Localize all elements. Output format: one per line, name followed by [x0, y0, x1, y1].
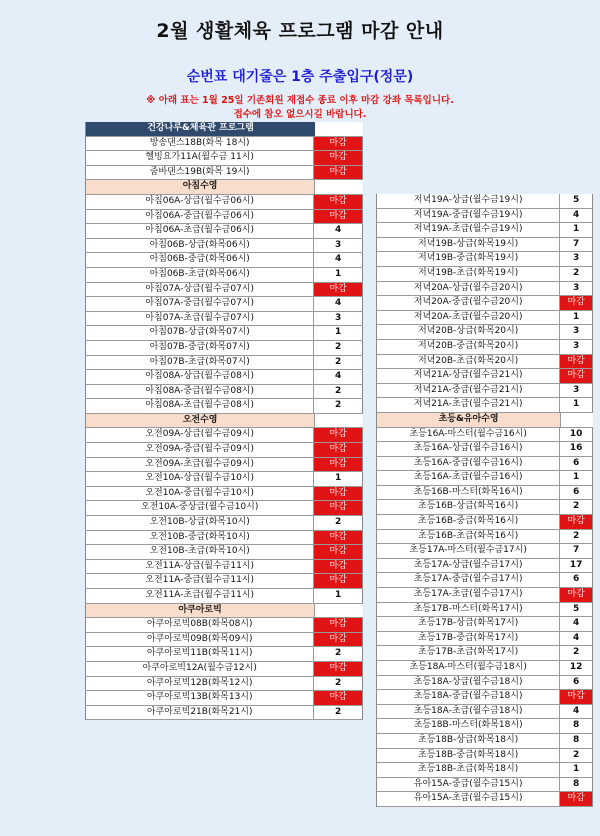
table-header: 건강나루&체육관 프로그램: [86, 122, 315, 136]
section-title: 아쿠아로빅: [86, 604, 315, 618]
closed-badge: 마감: [314, 574, 363, 588]
closed-badge: 마감: [314, 137, 363, 151]
class-name: 아침07A-초급(월수금07시): [86, 312, 314, 326]
table-row: [377, 530, 593, 545]
closed-badge: 마감: [314, 531, 363, 545]
remaining-count: 3: [560, 340, 593, 354]
class-name: 오전10B-상급(화목10시): [86, 516, 314, 530]
remaining-count: 2: [314, 356, 363, 370]
section-row: [86, 180, 363, 195]
table-row: [86, 137, 363, 152]
remaining-count: 3: [560, 325, 593, 339]
remaining-count: 6: [560, 573, 593, 587]
table-row: [86, 633, 363, 648]
closed-badge: 마감: [314, 210, 363, 224]
closed-badge: 마감: [314, 618, 363, 632]
class-name: 아침08A-중급(월수금08시): [86, 385, 314, 399]
table-row: [377, 428, 593, 443]
class-name: 저녁19B-중급(화목19시): [377, 252, 560, 266]
closed-badge: 마감: [314, 560, 363, 574]
remaining-count: 4: [314, 224, 363, 238]
class-name: 초등16A-초급(월수금16시): [377, 471, 560, 485]
table-row: [86, 224, 363, 239]
table-row: [86, 268, 363, 283]
closed-badge: 마감: [560, 588, 593, 602]
page-title: 2월 생활체육 프로그램 마감 안내: [156, 20, 444, 42]
class-name: 저녁21A-초급(월수금21시): [377, 398, 560, 412]
table-row: [377, 471, 593, 486]
table-row: [377, 792, 593, 807]
class-name: 저녁19A-중급(월수금19시): [377, 209, 560, 223]
remaining-count: 2: [314, 341, 363, 355]
table-row: [377, 194, 593, 209]
class-name: 아침07A-상급(월수금07시): [86, 283, 314, 297]
table-row: [86, 283, 363, 298]
remaining-count: 2: [314, 516, 363, 530]
table-row: [86, 166, 363, 181]
table-row: [86, 370, 363, 385]
class-name: 줌바댄스19B(화목 19시): [86, 166, 314, 180]
remaining-count: 1: [560, 311, 593, 325]
table-row: [86, 253, 363, 268]
class-name: 초등17A-초급(월수금17시): [377, 588, 560, 602]
remaining-count: 2: [560, 530, 593, 544]
table-row: [86, 662, 363, 677]
closed-badge: 마감: [314, 195, 363, 209]
table-header-blank: [315, 122, 363, 136]
remaining-count: 2: [314, 385, 363, 399]
class-name: 초등16B-초급(화목16시): [377, 530, 560, 544]
closed-badge: 마감: [314, 283, 363, 297]
closed-badge: 마감: [560, 515, 593, 529]
remaining-count: 4: [314, 253, 363, 267]
table-row: [86, 647, 363, 662]
closed-badge: 마감: [314, 428, 363, 442]
class-name: 아침07B-상급(화목07시): [86, 326, 314, 340]
remaining-count: 2: [314, 399, 363, 413]
closed-badge: 마감: [314, 633, 363, 647]
table-row: [377, 617, 593, 632]
notice-line-1: ※ 아래 표는 1월 25일 기존회원 재접수 종료 이후 마감 강좌 목록입니다.: [146, 95, 454, 106]
class-name: 방송댄스18B(화목 18시): [86, 137, 314, 151]
table-row: [86, 385, 363, 400]
class-name: 유아15A-초급(월수금15시): [377, 792, 560, 806]
class-name: 초등18B-상급(화목18시): [377, 734, 560, 748]
class-name: 아침07B-중급(화목07시): [86, 341, 314, 355]
class-name: 초등18A-중급(월수금18시): [377, 690, 560, 704]
table-row: [377, 457, 593, 472]
remaining-count: 10: [560, 428, 593, 442]
remaining-count: 6: [560, 486, 593, 500]
table-row: [86, 312, 363, 327]
class-name: 초등18B-초급(화목18시): [377, 763, 560, 777]
remaining-count: 6: [560, 676, 593, 690]
remaining-count: 1: [560, 398, 593, 412]
closed-badge: 마감: [314, 545, 363, 559]
table-row: [377, 690, 593, 705]
table-row: [86, 501, 363, 516]
class-name: 초등18A-초급(월수금18시): [377, 705, 560, 719]
closed-badge: 마감: [314, 166, 363, 180]
right-closing-table: [376, 194, 593, 807]
closed-badge: 마감: [560, 369, 593, 383]
class-name: 아쿠아로빅12A(월수금12시): [86, 662, 314, 676]
closed-badge: 마감: [314, 691, 363, 705]
table-row: [377, 705, 593, 720]
table-row: [86, 531, 363, 546]
remaining-count: 2: [314, 677, 363, 691]
table-row: [86, 618, 363, 633]
class-name: 아침06A-중급(월수금06시): [86, 210, 314, 224]
table-row: [86, 458, 363, 473]
section-title: 아침수영: [86, 180, 315, 194]
table-row: [377, 282, 593, 297]
class-name: 아쿠아로빅13B(화목13시): [86, 691, 314, 705]
class-name: 아침06A-상급(월수금06시): [86, 195, 314, 209]
table-row: [86, 239, 363, 254]
class-name: 저녁21A-상급(월수금21시): [377, 369, 560, 383]
table-row: [377, 325, 593, 340]
table-row: [377, 223, 593, 238]
table-row: [86, 677, 363, 692]
table-row: [86, 443, 363, 458]
table-row: [86, 341, 363, 356]
remaining-count: 1: [314, 326, 363, 340]
table-row: [377, 559, 593, 574]
header-row: [86, 122, 363, 137]
table-row: [86, 545, 363, 560]
table-row: [377, 734, 593, 749]
remaining-count: 1: [314, 472, 363, 486]
table-row: [377, 544, 593, 559]
class-name: 초등16B-중급(화목16시): [377, 515, 560, 529]
class-name: 초등17A-중급(월수금17시): [377, 573, 560, 587]
remaining-count: 4: [314, 370, 363, 384]
section-blank: [561, 413, 593, 427]
class-name: 오전10A-상급(월수금10시): [86, 472, 314, 486]
class-name: 초등16B-상급(화목16시): [377, 500, 560, 514]
class-name: 초등18B-마스터(화목18시): [377, 719, 560, 733]
table-row: [377, 486, 593, 501]
class-name: 아침06B-중급(화목06시): [86, 253, 314, 267]
class-name: 초등17B-초급(화목17시): [377, 646, 560, 660]
table-row: [86, 560, 363, 575]
class-name: 오전09A-중급(월수금09시): [86, 443, 314, 457]
section-title: 오전수영: [86, 414, 315, 428]
class-name: 초등17A-상급(월수금17시): [377, 559, 560, 573]
class-name: 초등17B-상급(화목17시): [377, 617, 560, 631]
closed-badge: 마감: [314, 443, 363, 457]
class-name: 아침07A-중급(월수금07시): [86, 297, 314, 311]
closed-badge: 마감: [560, 792, 593, 806]
table-row: [377, 369, 593, 384]
closed-badge: 마감: [560, 296, 593, 310]
class-name: 초등17B-마스터(화목17시): [377, 603, 560, 617]
table-row: [86, 428, 363, 443]
class-name: 초등16A-상급(월수금16시): [377, 442, 560, 456]
table-row: [377, 238, 593, 253]
remaining-count: 4: [560, 632, 593, 646]
class-name: 초등17B-중급(화목17시): [377, 632, 560, 646]
class-name: 저녁20A-상급(월수금20시): [377, 282, 560, 296]
class-name: 헬빙요가11A(월수금 11시): [86, 151, 314, 165]
class-name: 오전11A-중급(월수금11시): [86, 574, 314, 588]
class-name: 오전11A-상급(월수금11시): [86, 560, 314, 574]
remaining-count: 1: [314, 268, 363, 282]
class-name: 초등16B-마스터(화목16시): [377, 486, 560, 500]
remaining-count: 1: [560, 471, 593, 485]
table-row: [377, 763, 593, 778]
remaining-count: 3: [560, 252, 593, 266]
class-name: 오전10B-초급(화목10시): [86, 545, 314, 559]
table-row: [377, 588, 593, 603]
table-row: [377, 676, 593, 691]
remaining-count: 2: [560, 500, 593, 514]
section-row: [86, 414, 363, 429]
remaining-count: 17: [560, 559, 593, 573]
class-name: 아침06B-초급(화목06시): [86, 268, 314, 282]
class-name: 아쿠아로빅12B(화목12시): [86, 677, 314, 691]
class-name: 오전09A-상급(월수금09시): [86, 428, 314, 442]
table-row: [377, 778, 593, 793]
class-name: 오전10A-중급(월수금10시): [86, 487, 314, 501]
closed-badge: 마감: [560, 355, 593, 369]
table-row: [86, 516, 363, 531]
closed-badge: 마감: [314, 662, 363, 676]
class-name: 초등18B-중급(화목18시): [377, 749, 560, 763]
table-row: [86, 195, 363, 210]
table-row: [377, 661, 593, 676]
remaining-count: 4: [560, 617, 593, 631]
table-row: [377, 267, 593, 282]
class-name: 아쿠아로빅09B(화목09시): [86, 633, 314, 647]
table-row: [377, 632, 593, 647]
table-row: [377, 573, 593, 588]
class-name: 저녁20A-초급(월수금20시): [377, 311, 560, 325]
class-name: 오전11A-초급(월수금11시): [86, 589, 314, 603]
class-name: 저녁19A-상급(월수금19시): [377, 194, 560, 208]
class-name: 아쿠아로빅11B(화목11시): [86, 647, 314, 661]
table-row: [86, 297, 363, 312]
table-row: [86, 151, 363, 166]
section-blank: [315, 604, 363, 618]
class-name: 초등16A-마스터(월수금16시): [377, 428, 560, 442]
remaining-count: 4: [314, 297, 363, 311]
table-row: [377, 442, 593, 457]
remaining-count: 2: [560, 267, 593, 281]
table-row: [86, 210, 363, 225]
remaining-count: 16: [560, 442, 593, 456]
class-name: 오전09A-초급(월수금09시): [86, 458, 314, 472]
class-name: 아침08A-초급(월수금08시): [86, 399, 314, 413]
remaining-count: 8: [560, 719, 593, 733]
section-title: 초등&유아수영: [377, 413, 561, 427]
remaining-count: 1: [560, 763, 593, 777]
notice-line-2: 접수에 참오 없으시길 바랍니다.: [233, 109, 367, 120]
remaining-count: 3: [314, 312, 363, 326]
class-name: 아쿠아로빅21B(화목21시): [86, 706, 314, 720]
table-row: [377, 384, 593, 399]
remaining-count: 3: [314, 239, 363, 253]
table-row: [377, 209, 593, 224]
remaining-count: 5: [560, 603, 593, 617]
class-name: 저녁19A-초급(월수금19시): [377, 223, 560, 237]
class-name: 초등17A-마스터(월수금17시): [377, 544, 560, 558]
remaining-count: 2: [314, 706, 363, 720]
remaining-count: 3: [560, 384, 593, 398]
table-row: [377, 500, 593, 515]
table-row: [86, 691, 363, 706]
table-row: [377, 252, 593, 267]
remaining-count: 6: [560, 457, 593, 471]
table-row: [377, 340, 593, 355]
table-row: [377, 355, 593, 370]
remaining-count: 2: [560, 749, 593, 763]
remaining-count: 7: [560, 238, 593, 252]
closed-badge: 마감: [314, 487, 363, 501]
table-row: [377, 515, 593, 530]
table-row: [377, 646, 593, 661]
remaining-count: 1: [560, 223, 593, 237]
class-name: 저녁19B-초급(화목19시): [377, 267, 560, 281]
table-row: [86, 487, 363, 502]
remaining-count: 12: [560, 661, 593, 675]
class-name: 초등18A-상급(월수금18시): [377, 676, 560, 690]
class-name: 아쿠아로빅08B(화목08시): [86, 618, 314, 632]
remaining-count: 8: [560, 778, 593, 792]
table-row: [377, 719, 593, 734]
class-name: 초등16A-중급(월수금16시): [377, 457, 560, 471]
class-name: 초등18A-마스터(월수금18시): [377, 661, 560, 675]
section-blank: [315, 414, 363, 428]
class-name: 오전10A-중상급(월수금10시): [86, 501, 314, 515]
class-name: 아침07B-초급(화목07시): [86, 356, 314, 370]
table-row: [86, 472, 363, 487]
class-name: 저녁20B-상급(화목20시): [377, 325, 560, 339]
remaining-count: 4: [560, 705, 593, 719]
class-name: 오전10B-중급(화목10시): [86, 531, 314, 545]
waiting-info: 순번표 대기줄은 1층 주출입구(정문): [186, 69, 414, 85]
remaining-count: 4: [560, 209, 593, 223]
table-row: [377, 311, 593, 326]
table-row: [377, 296, 593, 311]
table-row: [377, 603, 593, 618]
class-name: 저녁20B-초급(화목20시): [377, 355, 560, 369]
remaining-count: 1: [314, 589, 363, 603]
table-row: [377, 398, 593, 413]
class-name: 저녁20A-중급(월수금20시): [377, 296, 560, 310]
section-blank: [315, 180, 363, 194]
class-name: 아침06B-상급(화목06시): [86, 239, 314, 253]
class-name: 저녁20B-중급(화목20시): [377, 340, 560, 354]
remaining-count: 2: [314, 647, 363, 661]
table-row: [86, 399, 363, 414]
table-row: [86, 326, 363, 341]
class-name: 아침08A-상급(월수금08시): [86, 370, 314, 384]
table-row: [86, 356, 363, 371]
section-row: [377, 413, 593, 428]
class-name: 저녁19B-상급(화목19시): [377, 238, 560, 252]
remaining-count: 2: [560, 646, 593, 660]
section-row: [86, 604, 363, 619]
left-closing-table: [85, 122, 363, 720]
remaining-count: 3: [560, 282, 593, 296]
remaining-count: 8: [560, 734, 593, 748]
remaining-count: 5: [560, 194, 593, 208]
closed-badge: 마감: [314, 151, 363, 165]
closed-badge: 마감: [560, 690, 593, 704]
class-name: 저녁21A-중급(월수금21시): [377, 384, 560, 398]
closed-badge: 마감: [314, 501, 363, 515]
remaining-count: 7: [560, 544, 593, 558]
closed-badge: 마감: [314, 458, 363, 472]
class-name: 유아15A-중급(월수금15시): [377, 778, 560, 792]
table-row: [86, 589, 363, 604]
table-row: [377, 749, 593, 764]
table-row: [86, 706, 363, 721]
class-name: 아침06A-초급(월수금06시): [86, 224, 314, 238]
table-row: [86, 574, 363, 589]
